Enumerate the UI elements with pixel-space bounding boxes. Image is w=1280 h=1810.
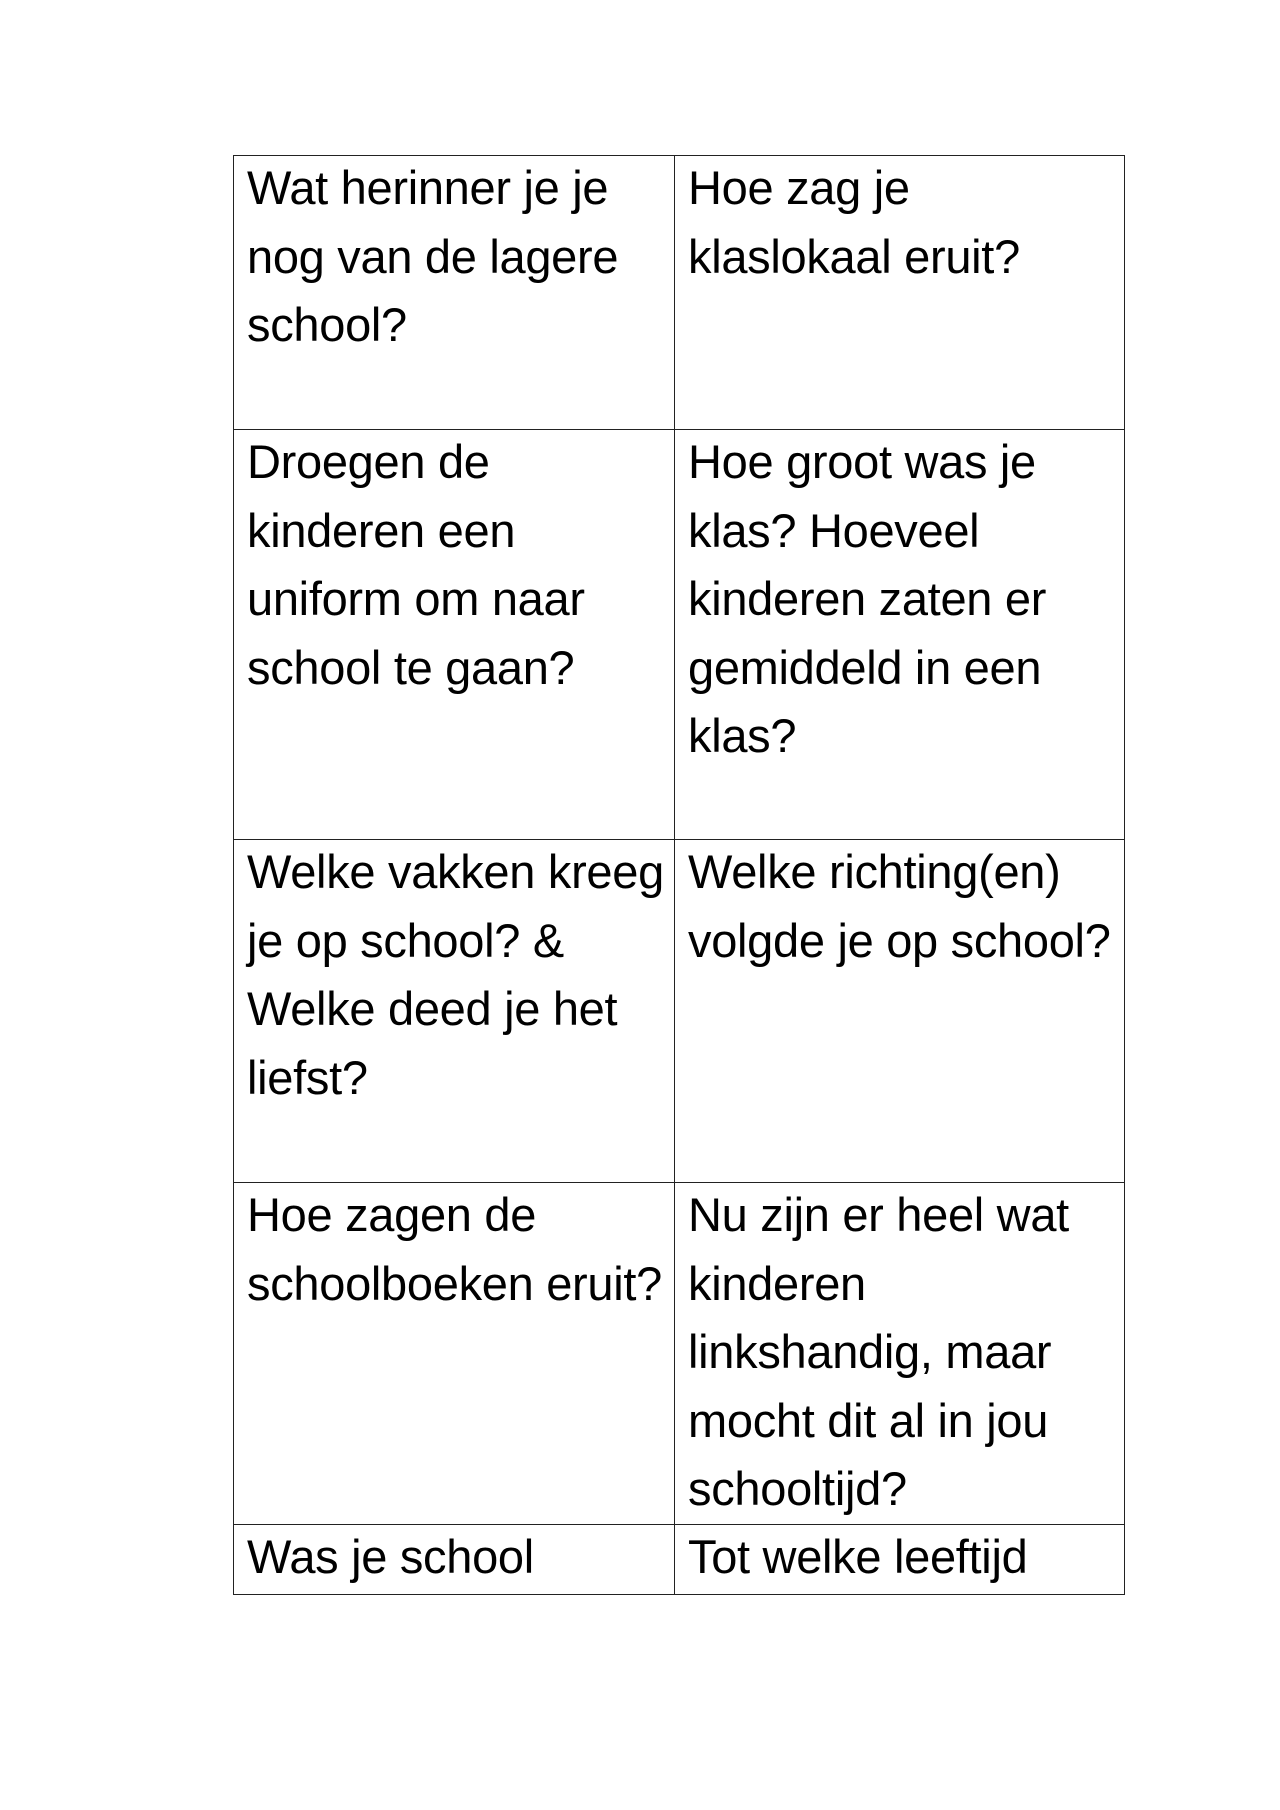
table-row	[234, 1183, 1125, 1525]
table-row	[234, 430, 1125, 840]
question-text: Welke richting(en) volgde je op school?	[688, 845, 1111, 967]
question-cell	[234, 1525, 675, 1595]
question-cell	[234, 1183, 675, 1525]
question-table	[233, 155, 1125, 1595]
question-text: Tot welke leeftijd	[688, 1530, 1028, 1583]
question-cell	[234, 840, 675, 1183]
question-text: Was je school	[247, 1530, 534, 1583]
question-text: Hoe zag je klaslokaal eruit?	[688, 161, 1020, 283]
question-text: Hoe zagen de schoolboeken eruit?	[247, 1188, 662, 1310]
question-cell	[675, 840, 1125, 1183]
question-text: Nu zijn er heel wat kinderen linkshandig, maar mocht dit al in jou schooltijd?	[688, 1188, 1069, 1515]
question-text: Wat herinner je je nog van de lagere school?	[247, 161, 619, 351]
question-cell	[675, 1525, 1125, 1595]
question-text: Welke vakken kreeg je op school? & Welke deed je het liefst?	[247, 845, 664, 1104]
question-cell	[675, 430, 1125, 840]
question-text: Droegen de kinderen een uniform om naar school te gaan?	[247, 435, 585, 694]
question-cell	[675, 156, 1125, 430]
question-text: Hoe groot was je klas? Hoeveel kinderen zaten er gemiddeld in een klas?	[688, 435, 1047, 762]
question-cell	[234, 430, 675, 840]
question-cell	[234, 156, 675, 430]
table-row	[234, 840, 1125, 1183]
table-row	[234, 156, 1125, 430]
question-cell	[675, 1183, 1125, 1525]
table-row	[234, 1525, 1125, 1595]
